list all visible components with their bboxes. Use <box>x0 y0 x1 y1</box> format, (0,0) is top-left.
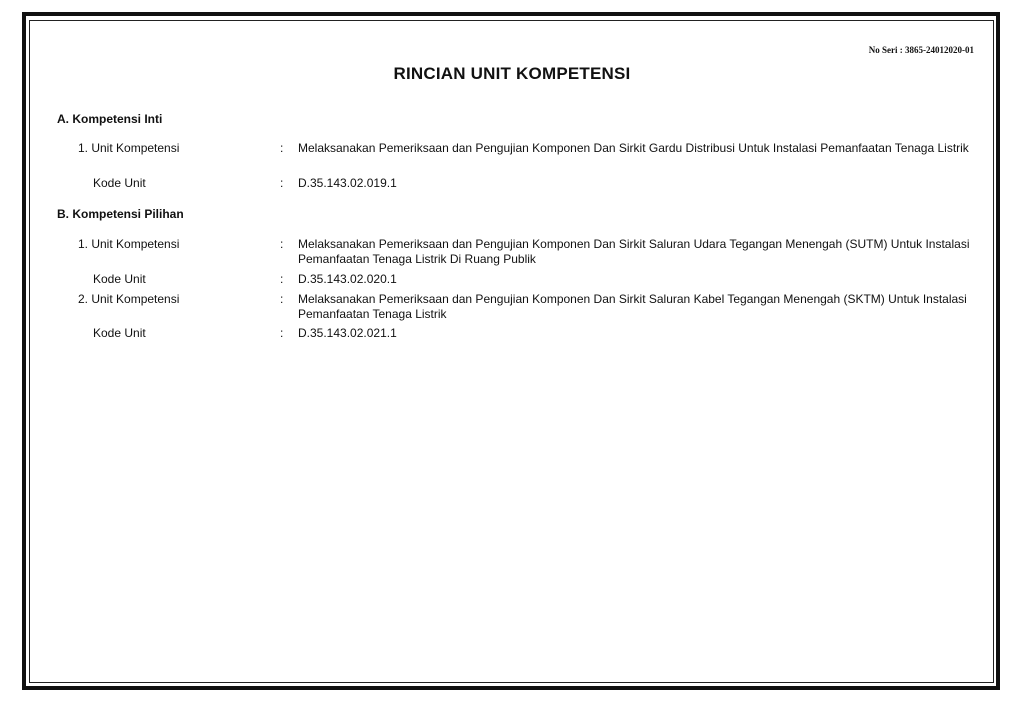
section-b-unit-2-label: 2. Unit Kompetensi <box>78 292 180 306</box>
separator-colon: : <box>280 272 284 286</box>
section-a-code-value: D.35.143.02.019.1 <box>298 176 397 190</box>
separator-colon: : <box>280 326 284 340</box>
serial-number: No Seri : 3865-24012020-01 <box>868 45 974 55</box>
section-b-heading: B. Kompetensi Pilihan <box>57 207 184 221</box>
section-b-code-1-label: Kode Unit <box>93 272 146 286</box>
section-b-code-1-value: D.35.143.02.020.1 <box>298 272 397 286</box>
separator-colon: : <box>280 141 284 155</box>
section-b-code-2-label: Kode Unit <box>93 326 146 340</box>
separator-colon: : <box>280 292 284 306</box>
page-title: RINCIAN UNIT KOMPETENSI <box>393 64 631 83</box>
section-a-unit-value: Melaksanakan Pemeriksaan dan Pengujian Komponen Dan Sirkit Gardu Distribusi Untuk Instalasi Pemanfaatan Tenaga Listrik <box>298 141 969 155</box>
section-a-unit-label: 1. Unit Kompetensi <box>78 141 180 155</box>
section-b-unit-1-label: 1. Unit Kompetensi <box>78 237 180 251</box>
separator-colon: : <box>280 176 284 190</box>
section-b-unit-2-value: Melaksanakan Pemeriksaan dan Pengujian Komponen Dan Sirkit Saluran Kabel Tegangan Menengah (SKTM) Untuk Instalasi Pemanfaatan Tenaga Listrik <box>298 292 967 321</box>
document-inner-border <box>29 20 994 683</box>
section-a-heading: A. Kompetensi Inti <box>57 112 163 126</box>
section-a-code-label: Kode Unit <box>93 176 146 190</box>
separator-colon: : <box>280 237 284 251</box>
section-b-unit-1-value: Melaksanakan Pemeriksaan dan Pengujian Komponen Dan Sirkit Saluran Udara Tegangan Menengah (SUTM) Untuk Instalasi Pemanfaatan Tenaga Listrik Di Ruang Publik <box>298 237 970 266</box>
section-b-code-2-value: D.35.143.02.021.1 <box>298 326 397 340</box>
